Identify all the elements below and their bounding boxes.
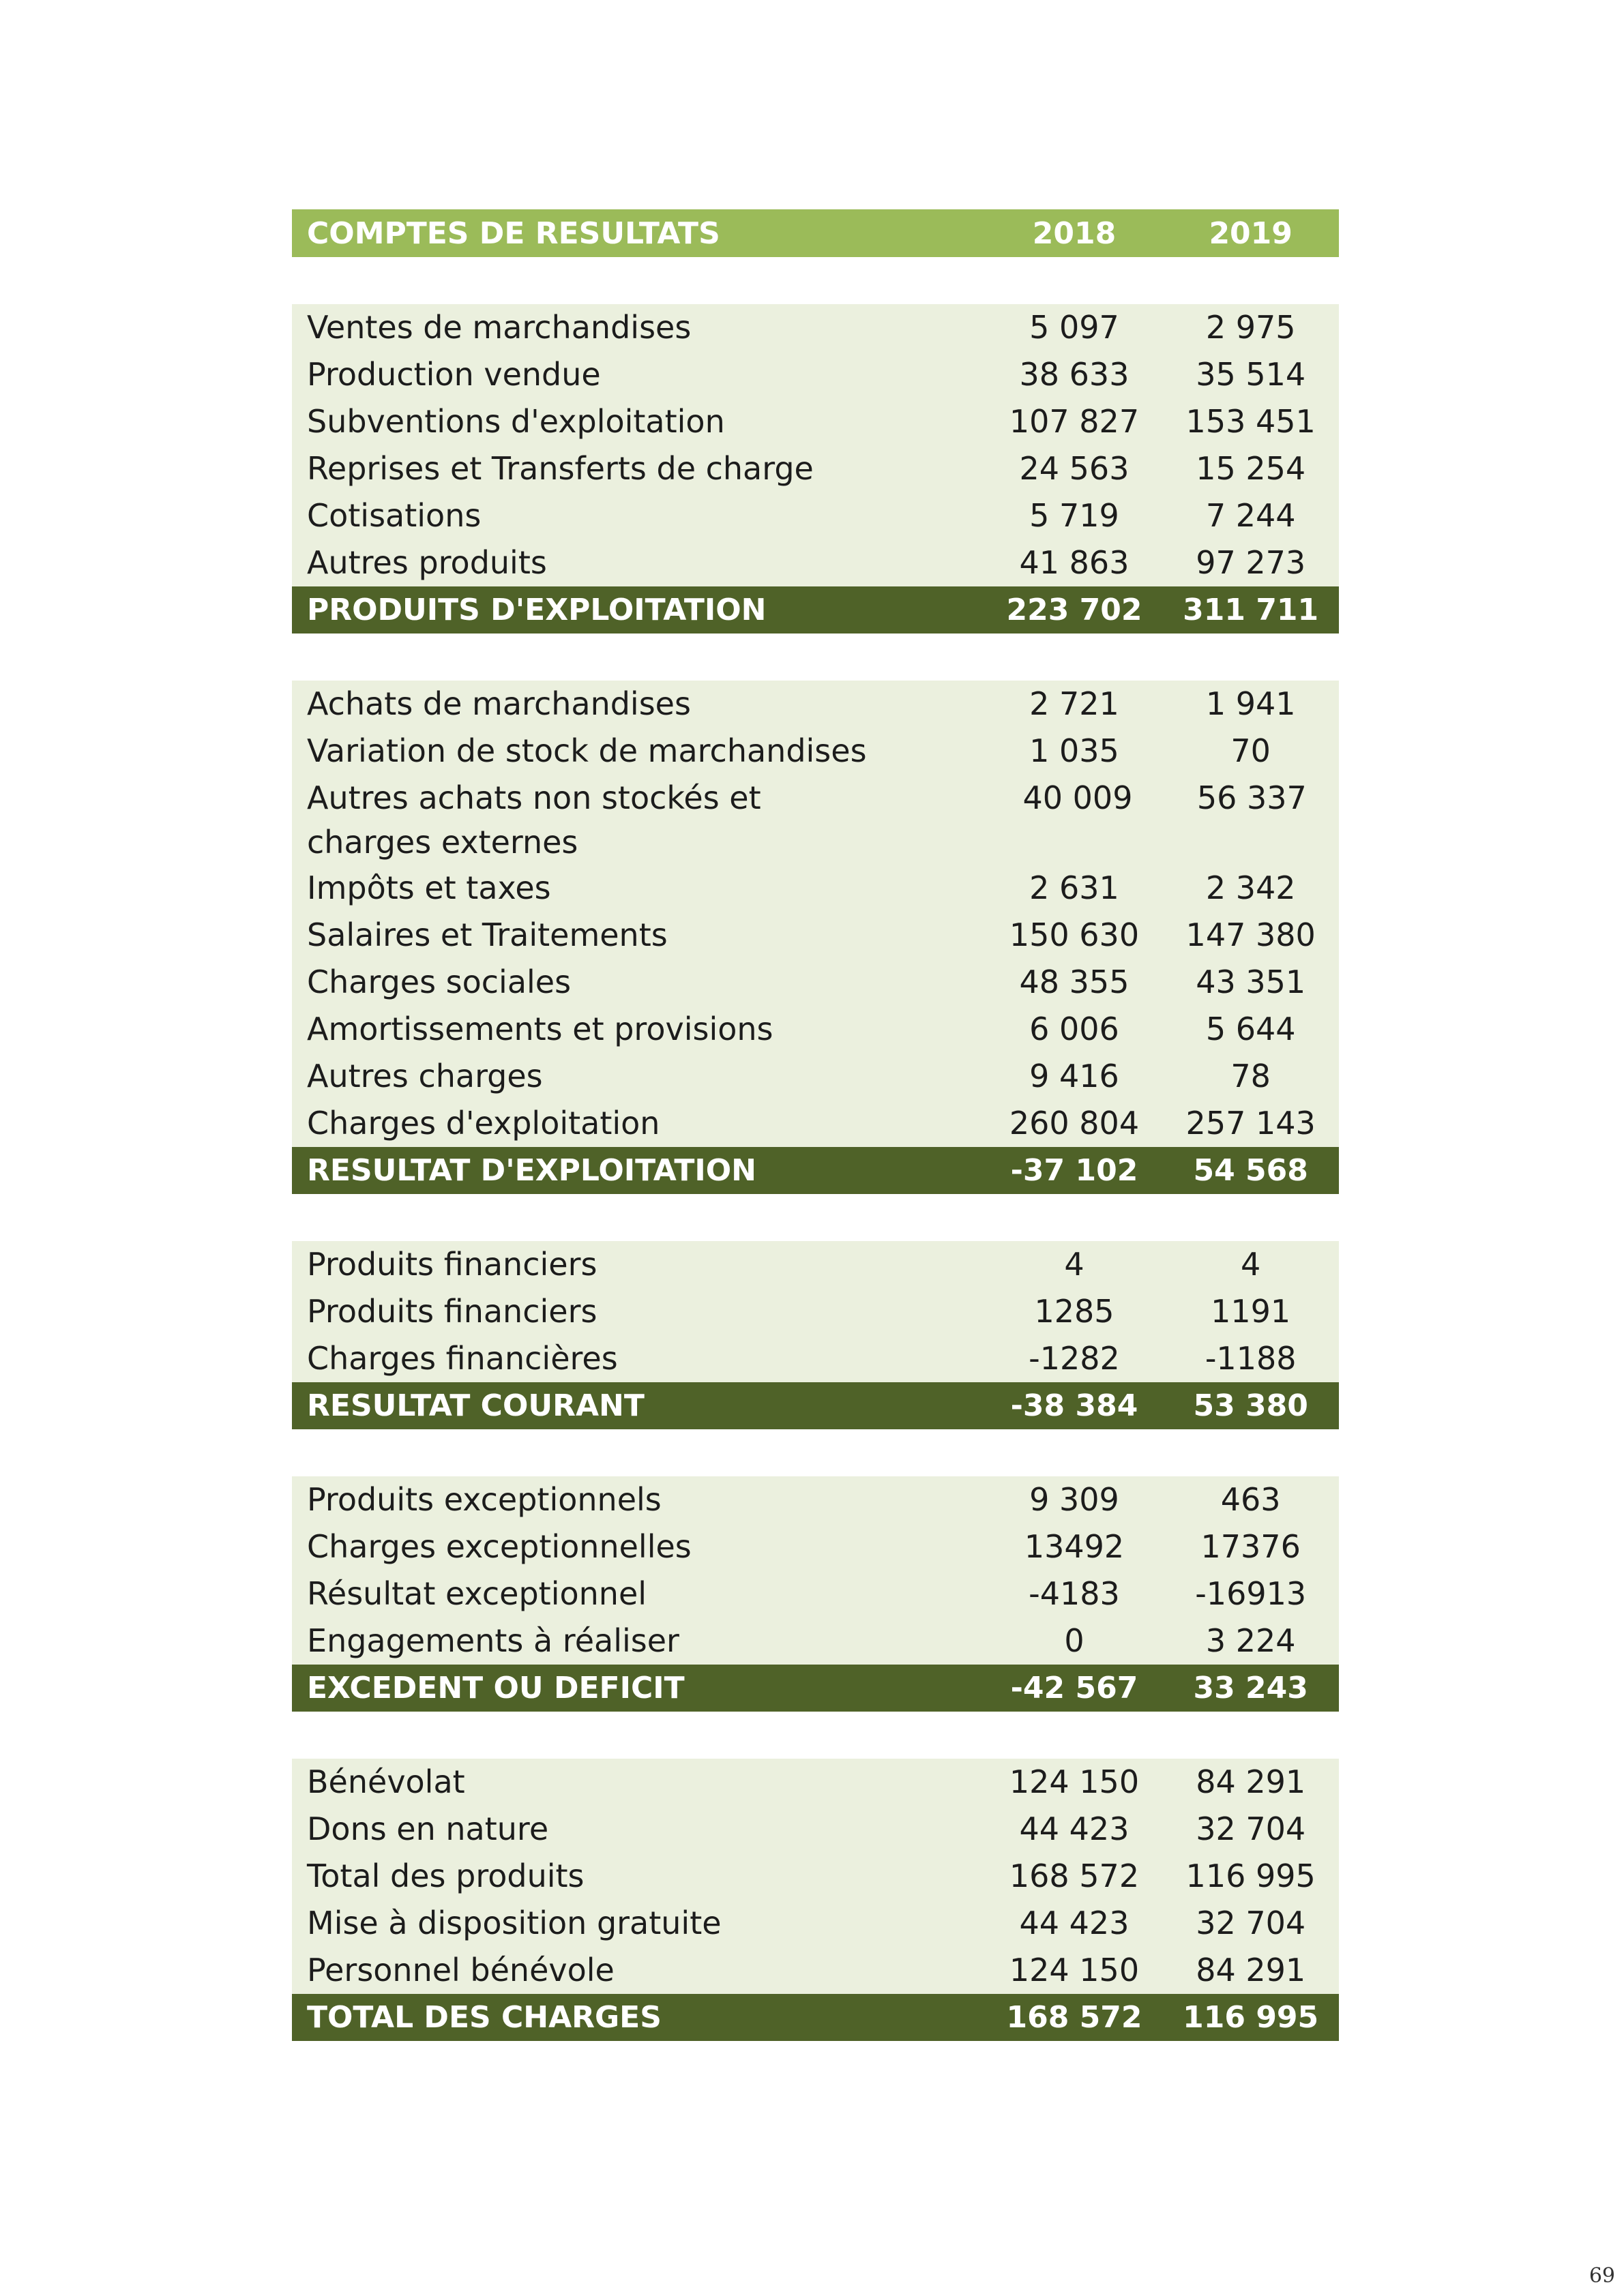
row-label: Mise à disposition gratuite bbox=[307, 1905, 722, 1941]
total-row-resultat-courant bbox=[292, 1382, 1339, 1429]
table-row bbox=[292, 398, 1339, 445]
section-exceptional bbox=[292, 1476, 1339, 1665]
row-value-2019: 116 995 bbox=[1185, 1858, 1316, 1894]
row-value-2018: 168 572 bbox=[1009, 1858, 1140, 1894]
income-statement-table bbox=[292, 209, 1339, 2041]
total-value-2018: -37 102 bbox=[1010, 1153, 1138, 1188]
table-row bbox=[292, 1335, 1339, 1382]
row-value-2018: 0 bbox=[1064, 1622, 1084, 1659]
table-header bbox=[292, 209, 1339, 257]
table-row bbox=[292, 1523, 1339, 1570]
row-label: Produits financiers bbox=[307, 1246, 597, 1283]
row-value-2019: 4 bbox=[1241, 1246, 1261, 1283]
row-label: Produits exceptionnels bbox=[307, 1481, 662, 1518]
total-value-2018: -42 567 bbox=[1010, 1671, 1138, 1705]
row-value-2018: 124 150 bbox=[1009, 1763, 1140, 1800]
row-label: Engagements à réaliser bbox=[307, 1622, 679, 1659]
table-row bbox=[292, 1288, 1339, 1335]
row-label: Amortissements et provisions bbox=[307, 1011, 773, 1047]
row-value-2019: 32 704 bbox=[1196, 1810, 1306, 1847]
table-row bbox=[292, 1241, 1339, 1288]
row-label: Charges d'exploitation bbox=[307, 1105, 660, 1142]
row-value-2019: 56 337 bbox=[1196, 779, 1307, 816]
row-value-2018: 2 721 bbox=[1029, 685, 1119, 722]
table-row bbox=[292, 959, 1339, 1006]
row-value-2019: 15 254 bbox=[1196, 450, 1306, 487]
spacer bbox=[292, 257, 1339, 304]
row-value-2018: 24 563 bbox=[1019, 450, 1130, 487]
row-value-2018: -1282 bbox=[1029, 1340, 1120, 1377]
row-value-2018: 44 423 bbox=[1019, 1905, 1130, 1941]
column-header-2018: 2018 bbox=[1032, 215, 1117, 251]
spacer bbox=[292, 1194, 1339, 1241]
row-value-2019: 2 975 bbox=[1205, 309, 1296, 346]
table-row bbox=[292, 304, 1339, 351]
row-value-2018: 41 863 bbox=[1019, 544, 1130, 581]
row-value-2018: 1 035 bbox=[1029, 732, 1119, 769]
row-value-2019: 78 bbox=[1230, 1058, 1271, 1094]
table-row bbox=[292, 1853, 1339, 1900]
table-row bbox=[292, 1100, 1339, 1147]
row-label: Résultat exceptionnel bbox=[307, 1575, 647, 1612]
total-label: EXCEDENT OU DEFICIT bbox=[307, 1671, 685, 1705]
row-value-2019: 2 342 bbox=[1205, 869, 1296, 906]
row-label: Production vendue bbox=[307, 356, 601, 393]
row-value-2018: 107 827 bbox=[1009, 403, 1140, 440]
row-value-2018: 1285 bbox=[1034, 1293, 1114, 1330]
row-label: Salaires et Traitements bbox=[307, 916, 668, 953]
total-label: PRODUITS D'EXPLOITATION bbox=[307, 593, 767, 627]
row-value-2019: 97 273 bbox=[1196, 544, 1306, 581]
section-operating-income bbox=[292, 304, 1339, 586]
section-operating-expenses bbox=[292, 681, 1339, 1147]
table-row bbox=[292, 1759, 1339, 1806]
table-row bbox=[292, 492, 1339, 539]
row-value-2019: -1188 bbox=[1205, 1340, 1297, 1377]
row-value-2019: 3 224 bbox=[1205, 1622, 1296, 1659]
total-value-2019: 53 380 bbox=[1193, 1388, 1308, 1423]
row-value-2018: 48 355 bbox=[1019, 964, 1130, 1000]
row-label: Impôts et taxes bbox=[307, 869, 551, 906]
spacer bbox=[292, 633, 1339, 681]
table-row bbox=[292, 1806, 1339, 1853]
row-value-2019: 1 941 bbox=[1205, 685, 1296, 722]
total-value-2019: 116 995 bbox=[1183, 2000, 1319, 2035]
row-label: Personnel bénévole bbox=[307, 1952, 615, 1988]
section-volunteering bbox=[292, 1759, 1339, 1994]
row-value-2018: 38 633 bbox=[1019, 356, 1130, 393]
row-value-2019: 17376 bbox=[1200, 1528, 1301, 1565]
row-label: Charges financières bbox=[307, 1340, 618, 1377]
table-row bbox=[292, 775, 1339, 865]
row-label: Achats de marchandises bbox=[307, 685, 691, 722]
table-row bbox=[292, 351, 1339, 398]
spacer bbox=[292, 1712, 1339, 1759]
row-value-2019: 35 514 bbox=[1196, 356, 1306, 393]
row-label: Total des produits bbox=[307, 1858, 585, 1894]
table-row bbox=[292, 1947, 1339, 1994]
row-label: Bénévolat bbox=[307, 1763, 465, 1800]
row-value-2019: 32 704 bbox=[1196, 1905, 1306, 1941]
row-value-2019: 7 244 bbox=[1205, 497, 1296, 534]
table-row bbox=[292, 1570, 1339, 1617]
row-value-2019: 70 bbox=[1230, 732, 1271, 769]
row-label: Autres achats non stockés et charges externes bbox=[307, 779, 761, 861]
row-value-2019: 147 380 bbox=[1185, 916, 1316, 953]
row-value-2018: 5 719 bbox=[1029, 497, 1119, 534]
table-row bbox=[292, 912, 1339, 959]
total-row-total-charges bbox=[292, 1994, 1339, 2041]
table-row bbox=[292, 728, 1339, 775]
row-value-2018: 40 009 bbox=[1022, 779, 1133, 816]
row-value-2018: 124 150 bbox=[1009, 1952, 1140, 1988]
total-value-2018: 168 572 bbox=[1006, 2000, 1142, 2035]
page-number: 69 bbox=[1589, 2264, 1615, 2288]
total-label: TOTAL DES CHARGES bbox=[307, 2000, 662, 2035]
row-label: Produits financiers bbox=[307, 1293, 597, 1330]
row-label: Charges exceptionnelles bbox=[307, 1528, 692, 1565]
row-label: Subventions d'exploitation bbox=[307, 403, 725, 440]
row-value-2018: 5 097 bbox=[1029, 309, 1119, 346]
table-row bbox=[292, 1053, 1339, 1100]
table-row bbox=[292, 1617, 1339, 1665]
table-row bbox=[292, 865, 1339, 912]
table-row bbox=[292, 539, 1339, 586]
row-value-2018: 9 416 bbox=[1029, 1058, 1119, 1094]
row-value-2019: 84 291 bbox=[1196, 1952, 1306, 1988]
total-row-resultat-exploitation bbox=[292, 1147, 1339, 1194]
column-header-2019: 2019 bbox=[1209, 215, 1293, 251]
row-label: Dons en nature bbox=[307, 1810, 549, 1847]
row-value-2018: -4183 bbox=[1029, 1575, 1120, 1612]
row-value-2018: 4 bbox=[1064, 1246, 1084, 1283]
row-label: Variation de stock de marchandises bbox=[307, 732, 867, 769]
row-value-2018: 6 006 bbox=[1029, 1011, 1119, 1047]
total-value-2018: 223 702 bbox=[1006, 593, 1142, 627]
table-row bbox=[292, 681, 1339, 728]
row-label: Autres charges bbox=[307, 1058, 543, 1094]
row-label: Charges sociales bbox=[307, 964, 572, 1000]
spacer bbox=[292, 1429, 1339, 1476]
table-row bbox=[292, 1006, 1339, 1053]
total-label: RESULTAT COURANT bbox=[307, 1388, 645, 1423]
row-value-2018: 9 309 bbox=[1029, 1481, 1119, 1518]
row-value-2019: 463 bbox=[1220, 1481, 1281, 1518]
table-row bbox=[292, 445, 1339, 492]
row-value-2019: 5 644 bbox=[1205, 1011, 1296, 1047]
row-value-2018: 44 423 bbox=[1019, 1810, 1130, 1847]
total-label: RESULTAT D'EXPLOITATION bbox=[307, 1153, 756, 1188]
row-value-2018: 13492 bbox=[1024, 1528, 1125, 1565]
row-value-2019: 43 351 bbox=[1196, 964, 1306, 1000]
row-value-2018: 260 804 bbox=[1009, 1105, 1140, 1142]
total-row-excedent-deficit bbox=[292, 1665, 1339, 1712]
total-value-2019: 33 243 bbox=[1193, 1671, 1308, 1705]
table-title: COMPTES DE RESULTATS bbox=[307, 215, 720, 251]
row-value-2019: 84 291 bbox=[1196, 1763, 1306, 1800]
row-value-2018: 2 631 bbox=[1029, 869, 1119, 906]
section-financial bbox=[292, 1241, 1339, 1382]
row-value-2019: 257 143 bbox=[1185, 1105, 1316, 1142]
total-value-2019: 54 568 bbox=[1193, 1153, 1308, 1188]
row-value-2019: -16913 bbox=[1195, 1575, 1307, 1612]
row-label: Cotisations bbox=[307, 497, 482, 534]
table-row bbox=[292, 1476, 1339, 1523]
row-label: Autres produits bbox=[307, 544, 547, 581]
total-value-2018: -38 384 bbox=[1010, 1388, 1138, 1423]
total-row-produits-exploitation bbox=[292, 586, 1339, 633]
total-value-2019: 311 711 bbox=[1183, 593, 1319, 627]
row-value-2018: 150 630 bbox=[1009, 916, 1140, 953]
row-value-2019: 1191 bbox=[1211, 1293, 1291, 1330]
table-row bbox=[292, 1900, 1339, 1947]
row-label: Ventes de marchandises bbox=[307, 309, 692, 346]
row-label: Reprises et Transferts de charge bbox=[307, 450, 814, 487]
row-value-2019: 153 451 bbox=[1185, 403, 1316, 440]
